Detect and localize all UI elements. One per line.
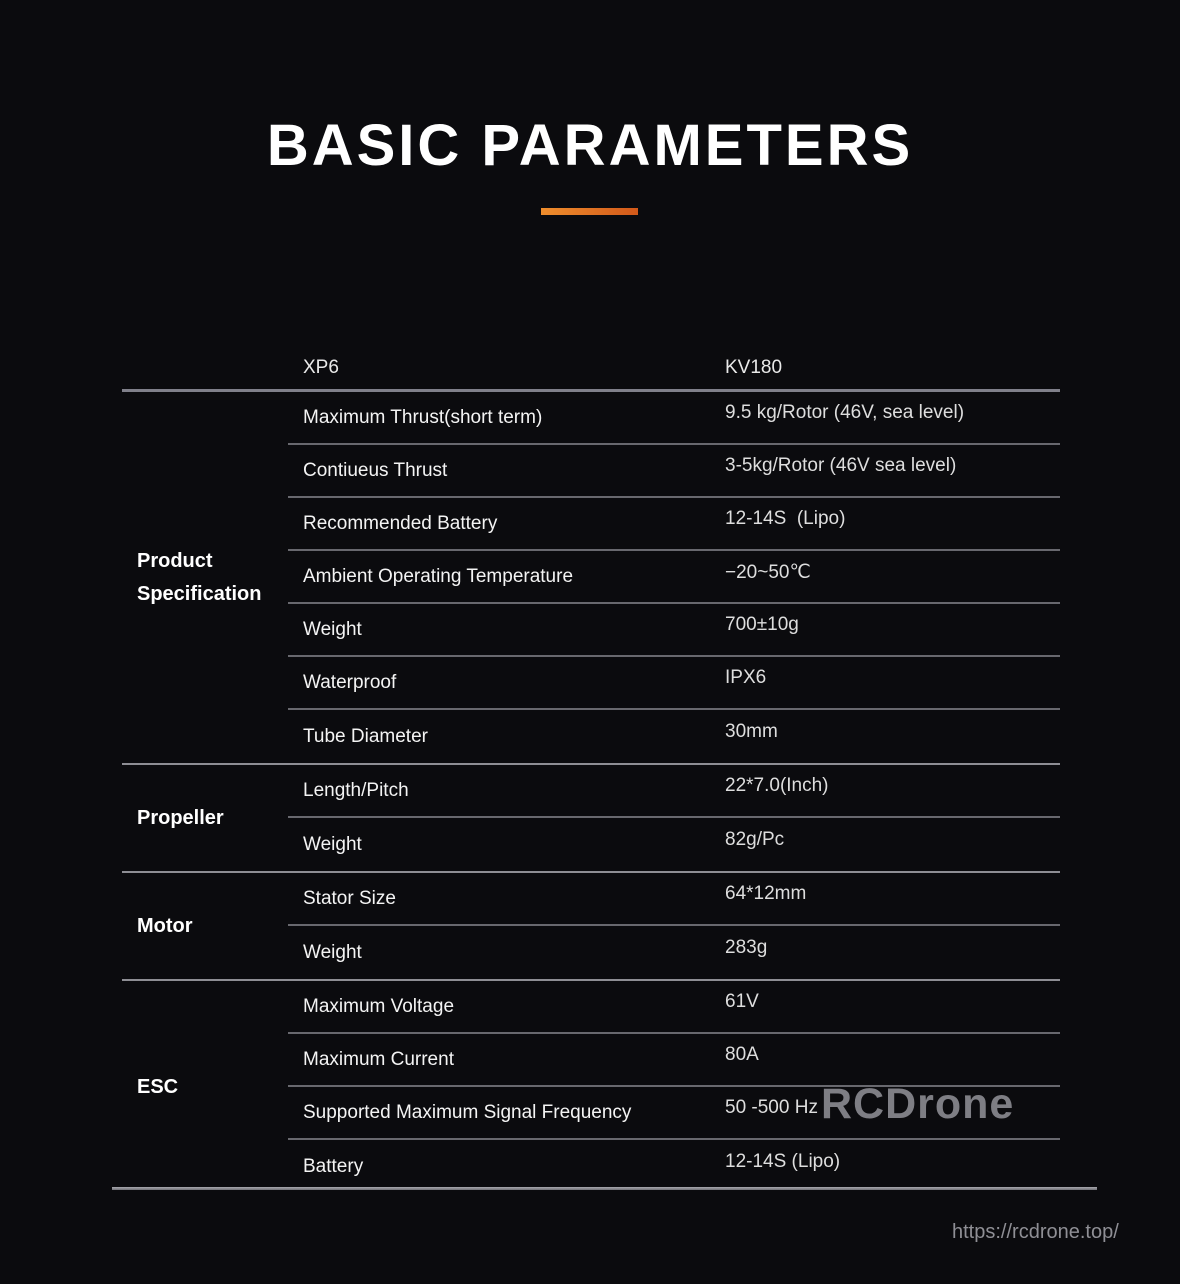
- rcdrone-watermark: RCDrone: [821, 1080, 1015, 1128]
- table-bottom-rule: [112, 1187, 1097, 1190]
- section-rows: [288, 765, 1060, 871]
- spec-value: 9.5 kg/Rotor (46V, sea level): [725, 401, 965, 423]
- category-label: Propeller: [137, 806, 224, 829]
- spec-label: Weight: [303, 618, 362, 640]
- section-product-specification: [122, 392, 1060, 765]
- section-propeller: [122, 765, 1060, 873]
- spec-value: 30mm: [725, 720, 778, 742]
- table-row: [288, 926, 1060, 979]
- table-row: [288, 873, 1060, 926]
- category-label: ESC: [137, 1075, 179, 1098]
- spec-value: 50 -500 Hz: [725, 1096, 818, 1118]
- section-motor: [122, 873, 1060, 981]
- spec-value: 64*12mm: [725, 882, 807, 904]
- spec-label: Battery: [303, 1155, 364, 1177]
- spec-label: Stator Size: [303, 887, 396, 909]
- table-row: [288, 498, 1060, 551]
- table-row: [288, 818, 1060, 871]
- spec-value: IPX6: [725, 666, 767, 688]
- spec-label: Maximum Current: [303, 1048, 454, 1070]
- spec-label: Tube Diameter: [303, 725, 428, 747]
- table-row: [288, 445, 1060, 498]
- spec-value: 283g: [725, 936, 768, 958]
- header-kv-rating: KV180: [725, 357, 783, 378]
- spec-label: Supported Maximum Signal Frequency: [303, 1101, 632, 1123]
- table-row: [288, 981, 1060, 1034]
- table-row: [288, 710, 1060, 763]
- spec-value: −20~50℃: [725, 561, 811, 583]
- spec-value: 700±10g: [725, 613, 799, 635]
- spec-value: 22*7.0(Inch): [725, 774, 829, 796]
- spec-label: Recommended Battery: [303, 512, 498, 534]
- table-row: [288, 392, 1060, 445]
- table-row: [288, 551, 1060, 604]
- spec-label: Weight: [303, 941, 362, 963]
- table-row: [288, 765, 1060, 818]
- table-header-row: [122, 352, 1060, 392]
- spec-value: 12-14S (Lipo): [725, 1150, 841, 1172]
- section-rows: [288, 873, 1060, 979]
- section-rows: [288, 392, 1060, 763]
- spec-label: Contiueus Thrust: [303, 459, 448, 481]
- spec-value: 3-5kg/Rotor (46V sea level): [725, 454, 957, 476]
- page-title: BASIC PARAMETERS: [266, 113, 914, 178]
- site-url: https://rcdrone.top/: [952, 1221, 1119, 1243]
- header-model-name: XP6: [303, 357, 339, 378]
- spec-value: 61V: [725, 990, 759, 1012]
- spec-label: Length/Pitch: [303, 779, 409, 801]
- spec-value: 12-14S (Lipo): [725, 507, 846, 529]
- spec-value: 82g/Pc: [725, 828, 785, 850]
- accent-divider: [541, 208, 638, 215]
- spec-label: Weight: [303, 833, 362, 855]
- spec-label: Ambient Operating Temperature: [303, 565, 574, 587]
- spec-value: 80A: [725, 1043, 759, 1065]
- table-row: [288, 657, 1060, 710]
- table-row: [288, 1140, 1060, 1193]
- spec-table: [122, 352, 1060, 1193]
- spec-label: Maximum Thrust(short term): [303, 406, 543, 428]
- category-label: Motor: [137, 914, 193, 937]
- table-row: [288, 604, 1060, 657]
- category-label: Product Specification: [137, 549, 262, 605]
- spec-label: Waterproof: [303, 671, 397, 693]
- spec-label: Maximum Voltage: [303, 995, 455, 1017]
